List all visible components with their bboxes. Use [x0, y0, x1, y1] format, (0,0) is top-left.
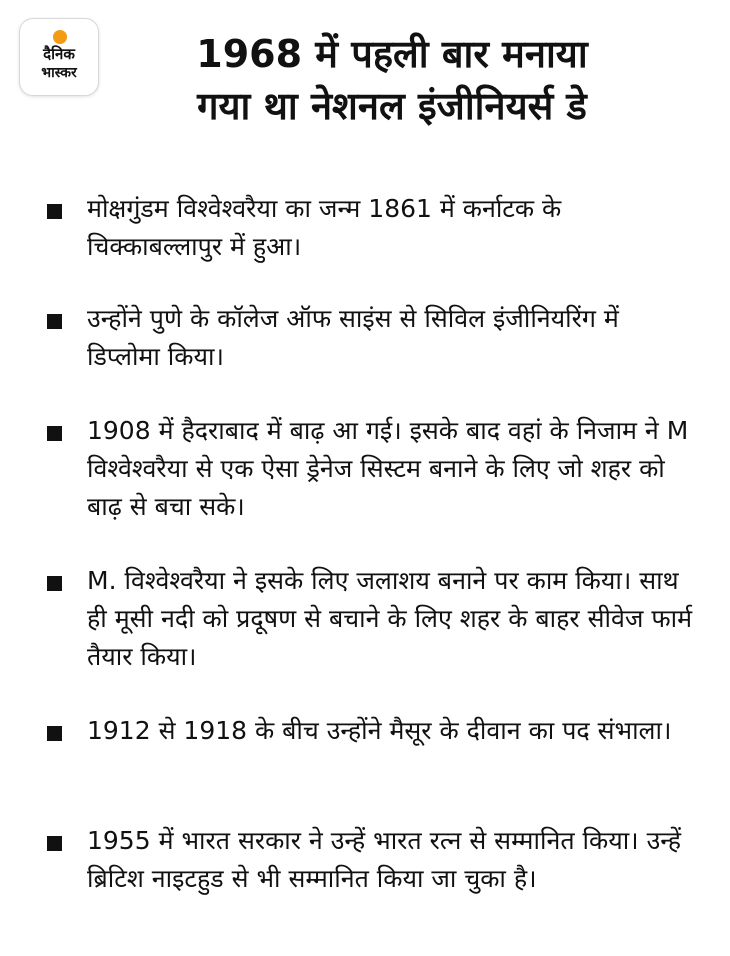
square-bullet-icon	[47, 726, 62, 741]
logo-text-line2: भास्कर	[41, 65, 77, 81]
list-item-text: M. विश्वेश्वरैया ने इसके लिए जलाशय बनाने पर काम किया। साथ ही मूसी नदी को प्रदूषण से बचाने के लिए शहर के बाहर सीवेज फार्म तैयार किया।	[87, 566, 693, 671]
dainik-bhaskar-logo	[19, 18, 99, 96]
list-item-text: उन्होंने पुणे के कॉलेज ऑफ साइंस से सिविल इंजीनियरिंग में डिप्लोमा किया।	[87, 304, 619, 371]
square-bullet-icon	[47, 314, 62, 329]
list-item-text: 1955 में भारत सरकार ने उन्हें भारत रत्न से सम्मानित किया। उन्हें ब्रिटिश नाइटहुड से भी सम्मानित किया जा चुका है।	[87, 826, 682, 893]
square-bullet-icon	[47, 836, 62, 851]
page-title	[112, 28, 672, 132]
square-bullet-icon	[47, 204, 62, 219]
title-line-2: गया था नेशनल इंजीनियर्स डे	[197, 84, 587, 128]
logo-text-line1: दैनिक	[43, 45, 75, 63]
title-line-1: 1968 में पहली बार मनाया	[196, 32, 588, 76]
list-item-text: 1908 में हैदराबाद में बाढ़ आ गई। इसके बाद वहां के निजाम ने M विश्वेश्वरैया से एक ऐसा ड्रेनेज सिस्टम बनाने के लिए जो शहर को बाढ़ से बचा सके।	[87, 416, 689, 521]
square-bullet-icon	[47, 576, 62, 591]
list-item-text: मोक्षगुंडम विश्वेश्वरैया का जन्म 1861 में कर्नाटक के चिक्काबल्लापुर में हुआ।	[87, 194, 562, 261]
square-bullet-icon	[47, 426, 62, 441]
sun-icon	[53, 30, 67, 44]
list-item-text: 1912 से 1918 के बीच उन्होंने मैसूर के दीवान का पद संभाला।	[87, 716, 672, 745]
